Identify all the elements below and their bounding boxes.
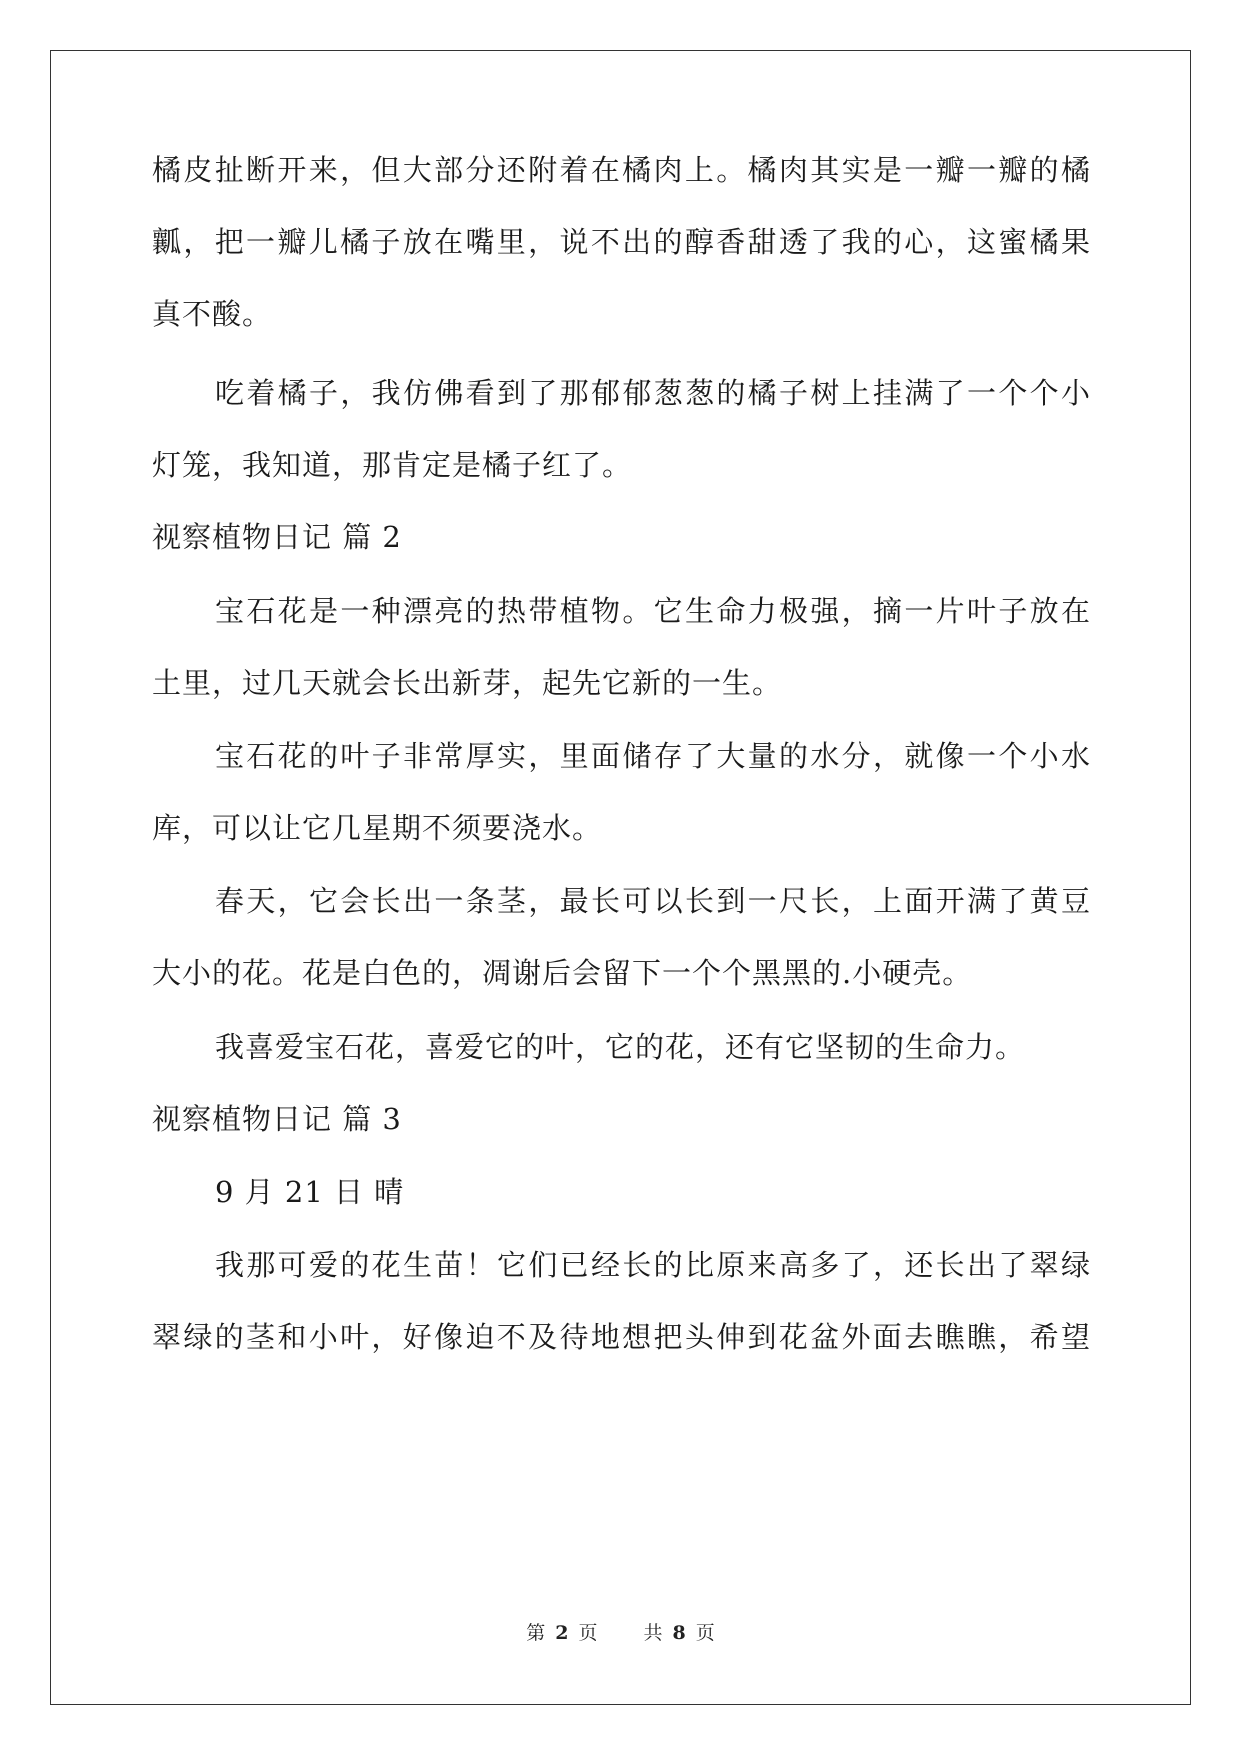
section-heading: 视察植物日记 篇 2 (152, 520, 402, 554)
section-heading: 视察植物日记 篇 3 (152, 1102, 402, 1136)
page-prefix: 第 (526, 1622, 546, 1644)
total-suffix: 页 (695, 1622, 715, 1644)
page-total (634, 1622, 725, 1644)
paragraph-line: 春天，它会长出一条茎，最长可以长到一尺长，上面开满了黄豆 (215, 884, 1091, 918)
page-footer (0, 1618, 1241, 1645)
paragraph-line: 宝石花是一种漂亮的热带植物。它生命力极强，摘一片叶子放在 (215, 594, 1091, 628)
paragraph-line: 瓤，把一瓣儿橘子放在嘴里，说不出的醇香甜透了我的心，这蜜橘果 (152, 225, 1091, 259)
total-pages: 8 (672, 1622, 686, 1644)
paragraph-line: 宝石花的叶子非常厚实，里面储存了大量的水分，就像一个小水 (215, 739, 1091, 773)
paragraph-line: 我那可爱的花生苗！它们已经长的比原来高多了，还长出了翠绿 (215, 1248, 1091, 1282)
paragraph-line: 真不酸。 (152, 297, 273, 331)
page-number (516, 1622, 607, 1644)
paragraph-line: 库，可以让它几星期不须要浇水。 (152, 811, 603, 845)
date-line: 9 月 21 日 晴 (215, 1175, 405, 1209)
paragraph-line: 我喜爱宝石花，喜爱它的叶，它的花，还有它坚韧的生命力。 (215, 1030, 1026, 1064)
paragraph-line: 橘皮扯断开来，但大部分还附着在橘肉上。橘肉其实是一瓣一瓣的橘 (152, 153, 1091, 187)
page-suffix: 页 (578, 1622, 598, 1644)
paragraph-line: 灯笼，我知道，那肯定是橘子红了。 (152, 448, 633, 482)
total-prefix: 共 (643, 1622, 663, 1644)
paragraph-line: 土里，过几天就会长出新芽，起先它新的一生。 (152, 666, 783, 700)
paragraph-line: 翠绿的茎和小叶，好像迫不及待地想把头伸到花盆外面去瞧瞧，希望 (152, 1320, 1091, 1354)
paragraph-line: 吃着橘子，我仿佛看到了那郁郁葱葱的橘子树上挂满了一个个小 (215, 376, 1091, 410)
current-page: 2 (555, 1622, 569, 1644)
paragraph-line: 大小的花。花是白色的，凋谢后会留下一个个黑黑的.小硬壳。 (152, 956, 973, 990)
